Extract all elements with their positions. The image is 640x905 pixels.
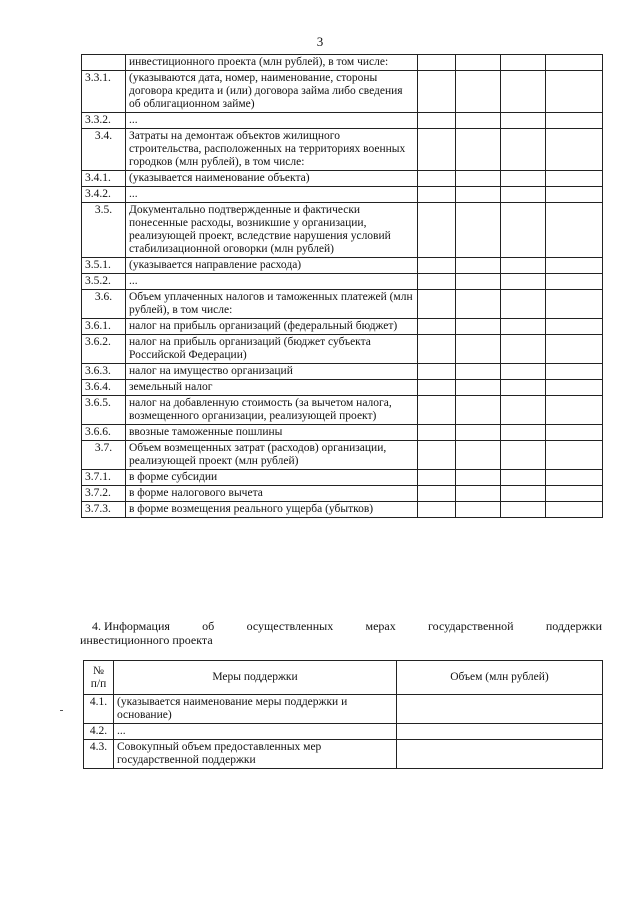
value-cell: [501, 171, 546, 187]
header-measures: Меры поддержки: [114, 661, 397, 695]
support-row-number: 4.3.: [84, 740, 114, 769]
row-description: Объем уплаченных налогов и таможенных платежей (млн рублей), в том числе:: [126, 290, 418, 319]
table-row: [82, 129, 603, 171]
value-cell: [418, 129, 456, 171]
heading-word: об: [202, 619, 215, 633]
value-cell: [418, 441, 456, 470]
header-num-line2: п/п: [90, 677, 107, 690]
header-num-line1: №: [93, 664, 104, 677]
table-row: [82, 335, 603, 364]
table-row: [82, 71, 603, 113]
row-description: в форме возмещения реального ущерба (убытков): [126, 502, 418, 518]
table-row: [82, 425, 603, 441]
value-cell: [546, 113, 603, 129]
value-cell: [456, 470, 501, 486]
value-cell: [456, 486, 501, 502]
value-cell: [546, 55, 603, 71]
stray-mark: [60, 710, 63, 711]
page-number: 3: [316, 34, 324, 49]
row-description: налог на добавленную стоимость (за вычетом налога, возмещенного организации, реализующей проект): [126, 396, 418, 425]
row-number: 3.7.1.: [82, 470, 126, 486]
value-cell: [546, 486, 603, 502]
value-cell: [546, 258, 603, 274]
value-cell: [418, 203, 456, 258]
value-cell: [546, 502, 603, 518]
row-number: 3.6.6.: [82, 425, 126, 441]
value-cell: [501, 274, 546, 290]
value-cell: [501, 502, 546, 518]
value-cell: [418, 319, 456, 335]
value-cell: [456, 171, 501, 187]
row-number: 3.3.2.: [82, 113, 126, 129]
row-number: 3.6.4.: [82, 380, 126, 396]
header-volume: Объем (млн рублей): [397, 661, 603, 695]
heading-word: поддержки: [545, 619, 602, 633]
value-cell: [546, 380, 603, 396]
support-measure-description: Совокупный объем предоставленных мер государственной поддержки: [114, 740, 397, 769]
value-cell: [501, 486, 546, 502]
value-cell: [501, 441, 546, 470]
value-cell: [456, 319, 501, 335]
table-row: [82, 470, 603, 486]
row-number: 3.4.1.: [82, 171, 126, 187]
value-cell: [418, 55, 456, 71]
value-cell: [418, 380, 456, 396]
value-cell: [418, 187, 456, 203]
row-description: земельный налог: [126, 380, 418, 396]
value-cell: [456, 113, 501, 129]
table-row: [82, 380, 603, 396]
value-cell: [546, 396, 603, 425]
value-cell: [501, 425, 546, 441]
value-cell: [501, 396, 546, 425]
row-number: 3.7.: [82, 441, 126, 470]
value-cell: [456, 129, 501, 171]
header-num: [84, 661, 114, 695]
row-number: 3.7.2.: [82, 486, 126, 502]
value-cell: [456, 258, 501, 274]
value-cell: [456, 55, 501, 71]
row-description: налог на имущество организаций: [126, 364, 418, 380]
table-row: [82, 441, 603, 470]
value-cell: [456, 425, 501, 441]
row-number: 3.5.1.: [82, 258, 126, 274]
value-cell: [456, 364, 501, 380]
value-cell: [418, 335, 456, 364]
value-cell: [456, 187, 501, 203]
value-cell: [501, 470, 546, 486]
value-cell: [546, 290, 603, 319]
row-description: (указываются дата, номер, наименование, стороны договора кредита и (или) договора займа либо сведения об облигационном займе): [126, 71, 418, 113]
table-row: [82, 203, 603, 258]
table-row: [82, 55, 603, 71]
table-row: [82, 113, 603, 129]
row-description: инвестиционного проекта (млн рублей), в том числе:: [126, 55, 418, 71]
value-cell: [456, 441, 501, 470]
row-number: 3.6.5.: [82, 396, 126, 425]
table-row: [82, 258, 603, 274]
row-description: Затраты на демонтаж объектов жилищного строительства, расположенных на территориях военных городков (млн рублей), в том числе:: [126, 129, 418, 171]
value-cell: [418, 470, 456, 486]
row-number: 3.6.1.: [82, 319, 126, 335]
row-description: (указывается наименование объекта): [126, 171, 418, 187]
value-cell: [456, 335, 501, 364]
value-cell: [501, 380, 546, 396]
value-cell: [546, 335, 603, 364]
value-cell: [418, 364, 456, 380]
value-cell: [456, 502, 501, 518]
table-row: [82, 486, 603, 502]
support-measures-table: [83, 660, 603, 769]
row-description: (указывается направление расхода): [126, 258, 418, 274]
value-cell: [418, 502, 456, 518]
value-cell: [501, 129, 546, 171]
table-row: [82, 187, 603, 203]
support-row-number: 4.2.: [84, 724, 114, 740]
row-description: в форме налогового вычета: [126, 486, 418, 502]
support-volume-cell: [397, 740, 603, 769]
value-cell: [546, 171, 603, 187]
support-table-header-row: [84, 661, 603, 695]
value-cell: [418, 290, 456, 319]
value-cell: [418, 425, 456, 441]
row-description: ...: [126, 113, 418, 129]
table-row: [82, 319, 603, 335]
value-cell: [546, 319, 603, 335]
value-cell: [546, 71, 603, 113]
support-volume-cell: [397, 724, 603, 740]
table-row: [84, 740, 603, 769]
row-description: ...: [126, 187, 418, 203]
value-cell: [501, 319, 546, 335]
value-cell: [418, 171, 456, 187]
value-cell: [418, 71, 456, 113]
table-row: [84, 695, 603, 724]
row-number: 3.5.: [82, 203, 126, 258]
row-number: 3.7.3.: [82, 502, 126, 518]
value-cell: [501, 364, 546, 380]
table-row: [82, 171, 603, 187]
value-cell: [501, 290, 546, 319]
value-cell: [546, 187, 603, 203]
value-cell: [456, 380, 501, 396]
value-cell: [501, 113, 546, 129]
row-number: 3.6.: [82, 290, 126, 319]
row-number: 3.6.2.: [82, 335, 126, 364]
section-4-heading-line2: инвестиционного проекта: [80, 633, 213, 647]
value-cell: [456, 71, 501, 113]
value-cell: [501, 335, 546, 364]
table-row: [82, 364, 603, 380]
value-cell: [501, 55, 546, 71]
row-description: Документально подтвержденные и фактически понесенные расходы, возникшие у организации, реализующей проект, вследствие нарушения условий стабилизационной оговорки (млн рублей): [126, 203, 418, 258]
support-measure-description: (указывается наименование меры поддержки и основание): [114, 695, 397, 724]
row-description: ...: [126, 274, 418, 290]
value-cell: [501, 71, 546, 113]
value-cell: [418, 396, 456, 425]
section-4-heading: [80, 619, 602, 647]
value-cell: [456, 203, 501, 258]
value-cell: [546, 425, 603, 441]
value-cell: [456, 274, 501, 290]
row-description: налог на прибыль организаций (бюджет субъекта Российской Федерации): [126, 335, 418, 364]
row-number: 3.6.3.: [82, 364, 126, 380]
value-cell: [418, 113, 456, 129]
table-row: [84, 724, 603, 740]
value-cell: [418, 258, 456, 274]
support-measure-description: ...: [114, 724, 397, 740]
value-cell: [456, 290, 501, 319]
row-number: 3.4.2.: [82, 187, 126, 203]
row-number: 3.4.: [82, 129, 126, 171]
table-row: [82, 290, 603, 319]
value-cell: [418, 274, 456, 290]
support-volume-cell: [397, 695, 603, 724]
value-cell: [546, 203, 603, 258]
row-description: в форме субсидии: [126, 470, 418, 486]
investment-costs-table: [81, 54, 603, 518]
heading-word: государственной: [428, 619, 514, 633]
table-row: [82, 502, 603, 518]
row-number: 3.3.1.: [82, 71, 126, 113]
support-row-number: 4.1.: [84, 695, 114, 724]
value-cell: [501, 187, 546, 203]
heading-word: осуществленных: [246, 619, 334, 633]
value-cell: [501, 258, 546, 274]
value-cell: [418, 486, 456, 502]
value-cell: [456, 396, 501, 425]
row-description: налог на прибыль организаций (федеральный бюджет): [126, 319, 418, 335]
row-description: ввозные таможенные пошлины: [126, 425, 418, 441]
value-cell: [546, 274, 603, 290]
heading-word: мерах: [365, 619, 396, 633]
row-number: [82, 55, 126, 71]
table-row: [82, 396, 603, 425]
table-row: [82, 274, 603, 290]
value-cell: [546, 364, 603, 380]
value-cell: [546, 470, 603, 486]
value-cell: [546, 441, 603, 470]
row-number: 3.5.2.: [82, 274, 126, 290]
row-description: Объем возмещенных затрат (расходов) организации, реализующей проект (млн рублей): [126, 441, 418, 470]
value-cell: [546, 129, 603, 171]
value-cell: [501, 203, 546, 258]
heading-word: 4. Информация: [92, 619, 170, 633]
